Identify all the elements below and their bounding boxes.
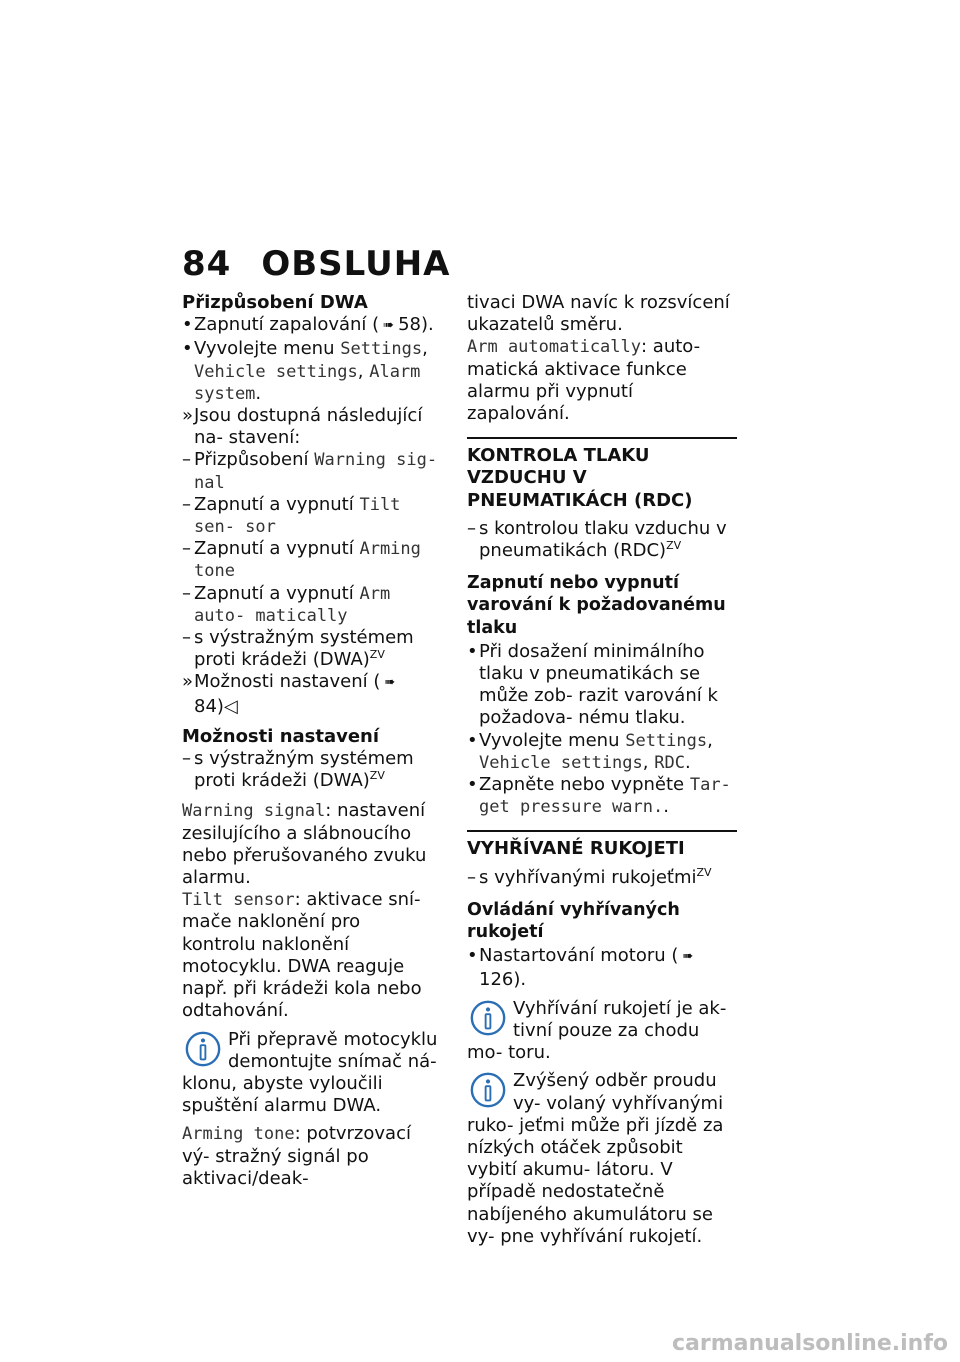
list-item: – s výstražným systémem proti krádeži (DWA)$^{ZV}$ bbox=[182, 627, 414, 671]
info-note: Zvýšený odběr proudu vy- volaný vyhřívanými ruko- jeťmi může při jízdě za nízkých otáček způsobit vybití akumu- látoru. V případě nedostatečně nabíjeného akumulátoru se vy- pne vyhřívání rukojetí. bbox=[467, 1070, 724, 1247]
result-arrow-icon: » bbox=[182, 671, 194, 693]
list-item: – Zapnutí a vypnutí Tilt sen- sor bbox=[182, 493, 401, 538]
page-ref-arrow-icon: ➠ bbox=[383, 318, 395, 334]
paragraph: Arm automatically: auto- matická aktivace funkce alarmu při vypnutí zapalování. bbox=[467, 336, 701, 425]
heading-dwa-customization: Přizpůsobení DWA bbox=[182, 292, 368, 313]
bullet-icon: • bbox=[182, 338, 193, 360]
list-item: • Při dosažení minimálního tlaku v pneumatikách se může zob- razit varování k požadova- nému tlaku. bbox=[467, 640, 718, 729]
list-item: • Zapněte nebo vypněte Tar- get pressure warn.. bbox=[467, 774, 731, 818]
list-item: – s vyhřívanými rukojeťmi$^{ZV}$ bbox=[467, 865, 712, 888]
info-icon bbox=[469, 998, 507, 1038]
subheading-heated-grips-control: Ovládání vyhřívaných rukojetí bbox=[467, 899, 680, 943]
page-number: 84 bbox=[182, 244, 232, 284]
list-item: • Nastartování motoru ( ➠126). bbox=[467, 945, 694, 991]
optional-equipment-mark: ZV bbox=[696, 865, 712, 879]
paragraph: Arming tone: potvrzovací vý- stražný signál po aktivaci/deak- bbox=[182, 1123, 411, 1189]
list-item: • Vyvolejte menu Settings, Vehicle settings, Alarm system. bbox=[182, 338, 428, 404]
paragraph: tivaci DWA navíc k rozsvícení ukazatelů směru. bbox=[467, 292, 730, 336]
list-item: – Přizpůsobení Warning sig- nal bbox=[182, 449, 438, 493]
result-arrow-icon: » bbox=[182, 405, 194, 427]
dash-icon: – bbox=[182, 582, 191, 604]
info-note: Vyhřívání rukojetí je ak- tivní pouze za chodu mo- toru. bbox=[467, 997, 727, 1064]
info-icon bbox=[469, 1070, 507, 1110]
dash-icon: – bbox=[182, 627, 191, 649]
optional-equipment-mark: ZV bbox=[369, 648, 385, 662]
right-column bbox=[467, 292, 737, 1254]
dash-icon: – bbox=[182, 449, 191, 471]
list-item: » Možnosti nastavení ( ➠84)◁ bbox=[182, 671, 396, 717]
bullet-icon: • bbox=[467, 729, 478, 751]
bullet-icon: • bbox=[467, 945, 478, 967]
paragraph: Tilt sensor: aktivace sní- mače naklonění pro kontrolu naklonění motocyklu. DWA reaguje např. při krádeži kola nebo odtahování. bbox=[182, 889, 422, 1022]
list-item: » Jsou dostupná následující na- stavení: bbox=[182, 405, 423, 449]
watermark: carmanualsonline.info bbox=[672, 1331, 948, 1356]
list-item: – Zapnutí a vypnutí Arm auto- matically bbox=[182, 582, 391, 626]
list-item: • Zapnutí zapalování ( ➠ 58). bbox=[182, 314, 438, 338]
dash-icon: – bbox=[182, 493, 191, 515]
chapter-title: OBSLUHA bbox=[261, 244, 451, 284]
page-title bbox=[182, 244, 450, 284]
optional-equipment-mark: ZV bbox=[666, 539, 682, 553]
page-ref-arrow-icon: ➠ bbox=[384, 675, 396, 691]
dash-icon: – bbox=[182, 538, 191, 560]
dash-icon: – bbox=[467, 866, 476, 888]
info-icon bbox=[184, 1029, 222, 1069]
subheading-pressure-warning: Zapnutí nebo vypnutí varování k požadovanému tlaku bbox=[467, 573, 726, 638]
paragraph: Warning signal: nastavení zesilujícího a slábnoucího nebo přerušovaného zvuku alarmu. bbox=[182, 800, 427, 889]
bullet-icon: • bbox=[467, 774, 478, 796]
dash-icon: – bbox=[182, 748, 191, 770]
section-heading-rdc: KONTROLA TLAKU VZDUCHU V PNEUMATIKÁCH (RDC) bbox=[467, 437, 737, 512]
optional-equipment-mark: ZV bbox=[369, 769, 385, 783]
bullet-icon: • bbox=[467, 640, 478, 662]
dash-icon: – bbox=[467, 517, 476, 539]
list-item: – Zapnutí a vypnutí Arming tone bbox=[182, 538, 421, 582]
page-ref-arrow-icon: ➠ bbox=[682, 949, 694, 965]
section-heading-heated-grips: VYHŘÍVANÉ RUKOJETI bbox=[467, 830, 737, 860]
left-column bbox=[182, 292, 438, 1190]
list-item: – s kontrolou tlaku vzduchu v pneumatikách (RDC)$^{ZV}$ bbox=[467, 517, 727, 562]
bullet-icon: • bbox=[182, 314, 193, 336]
info-note: Při přepravě motocyklu demontujte snímač ná- klonu, abyste vyloučili spuštění alarmu DWA. bbox=[182, 1028, 438, 1117]
list-item: – s výstražným systémem proti krádeži (DWA)$^{ZV}$ bbox=[182, 748, 414, 792]
list-item: • Vyvolejte menu Settings, Vehicle settings, RDC. bbox=[467, 729, 713, 773]
heading-setting-options: Možnosti nastavení bbox=[182, 725, 380, 747]
